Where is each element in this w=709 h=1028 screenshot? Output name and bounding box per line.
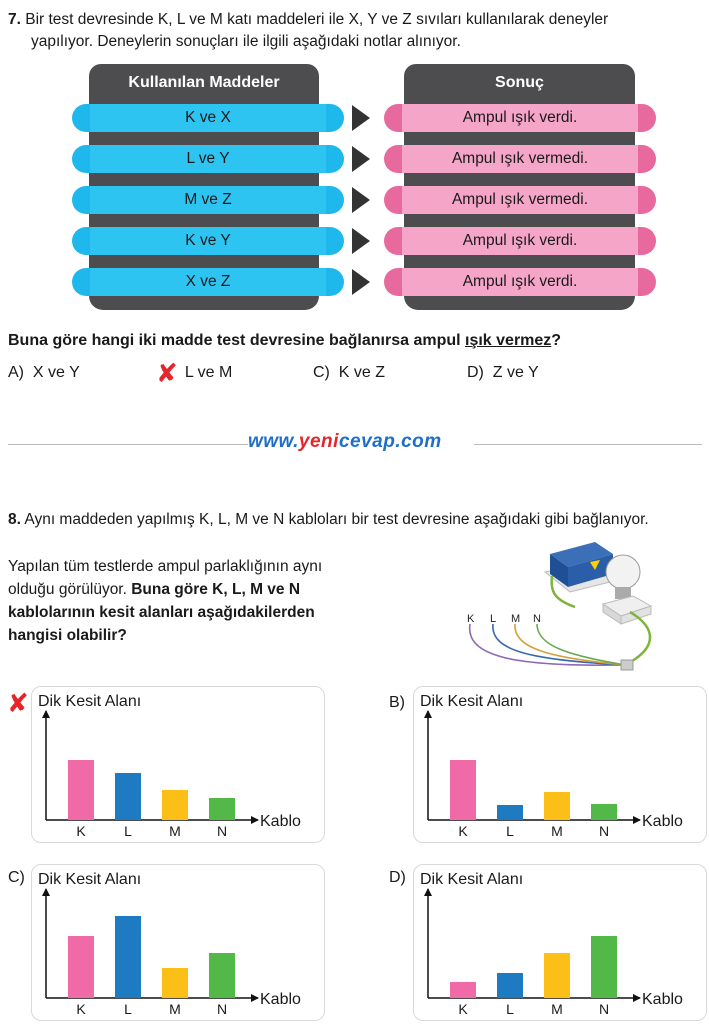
x-axis-arrow-icon	[251, 994, 259, 1002]
q7-question-mark: ?	[551, 332, 562, 349]
material-text: X ve Z	[185, 273, 231, 290]
bar-k	[450, 982, 476, 998]
q8-option-d-label: D)	[389, 869, 406, 886]
bar-k	[450, 760, 476, 820]
x-axis-label: Kablo	[260, 991, 301, 1008]
wire-label-k: K	[467, 613, 475, 625]
x-tick-label: K	[458, 823, 468, 839]
material-text: M ve Z	[184, 191, 232, 208]
watermark-part: cevap	[338, 431, 396, 452]
x-axis-arrow-icon	[633, 994, 641, 1002]
q8-option-c-label: C)	[8, 869, 25, 886]
bar-k	[68, 936, 94, 998]
bar-k	[68, 760, 94, 820]
x-axis-label: Kablo	[260, 813, 301, 830]
q7-number: 7.	[8, 11, 21, 28]
bar-m	[544, 953, 570, 998]
q7-text-line2: yapılıyor. Deneylerin sonuçları ile ilgili aşağıdaki notlar alınıyor.	[31, 33, 461, 50]
option-text: X ve Y	[32, 364, 80, 381]
option-text: Z ve Y	[492, 364, 539, 381]
q8-para-line: kablolarının kesit alanları aşağıdakilerden	[8, 604, 315, 621]
bar-l	[497, 973, 523, 998]
bar-n	[209, 953, 235, 998]
bar-n	[591, 804, 617, 820]
x-tick-label: L	[506, 1001, 514, 1017]
q8-option-b-label: B)	[389, 694, 405, 711]
bar-m	[544, 792, 570, 820]
x-tick-label: L	[506, 823, 514, 839]
q8-para-line: olduğu görülüyor.	[8, 581, 132, 598]
option-text: K ve Z	[338, 364, 386, 381]
q7-question-text: Buna göre hangi iki madde test devresine bağlanırsa ampul	[8, 332, 466, 349]
option-label: C)	[313, 364, 330, 381]
x-tick-label: N	[598, 1001, 610, 1017]
q7-text-line1: Bir test devresinde K, L ve M katı maddeleri ile X, Y ve Z sıvıları kullanılarak deneyler	[25, 11, 609, 28]
watermark-part: .com	[395, 431, 442, 452]
x-tick-label: L	[124, 823, 132, 839]
x-tick-label: M	[169, 1001, 181, 1017]
result-text: Ampul ışık verdi.	[462, 109, 578, 126]
x-tick-label: M	[169, 823, 181, 839]
x-axis-label: Kablo	[642, 991, 683, 1008]
x-tick-label: N	[598, 823, 610, 839]
y-axis-arrow-icon	[42, 710, 50, 718]
option-label: A)	[8, 364, 24, 381]
chart-title: Dik Kesit Alanı	[38, 871, 142, 888]
bar-l	[115, 773, 141, 820]
watermark-part: www.	[248, 431, 299, 452]
result-text: Ampul ışık vermedi.	[451, 191, 589, 208]
x-tick-label: N	[216, 823, 228, 839]
option-text: L ve M	[184, 364, 233, 381]
chart-title: Dik Kesit Alanı	[38, 693, 142, 710]
wire-label-m: M	[511, 613, 521, 625]
q8-para-line: hangisi olabilir?	[8, 627, 127, 644]
bar-n	[209, 798, 235, 820]
wire-label-n: N	[533, 613, 541, 625]
materials-header: Kullanılan Maddeler	[128, 74, 280, 91]
option-label: D)	[467, 364, 484, 381]
wrong-answer-x-icon: ✘	[156, 358, 178, 388]
material-text: K ve X	[185, 109, 231, 126]
bar-m	[162, 968, 188, 998]
q8-text-line1: Aynı maddeden yapılmış K, L, M ve N kabloları bir test devresine aşağıdaki gibi bağlanıyor.	[24, 511, 649, 528]
x-tick-label: M	[551, 1001, 563, 1017]
x-tick-label: M	[551, 823, 563, 839]
x-tick-label: K	[76, 823, 86, 839]
wrong-answer-x-icon: ✘	[7, 688, 29, 718]
y-axis-arrow-icon	[424, 710, 432, 718]
x-tick-label: K	[76, 1001, 86, 1017]
result-header: Sonuç	[495, 74, 544, 91]
q7-question-underlined: ışık vermez	[465, 332, 552, 349]
x-tick-label: L	[124, 1001, 132, 1017]
result-text: Ampul ışık verdi.	[462, 273, 578, 290]
q8-para-bold: Buna göre K, L, M ve N	[131, 581, 301, 598]
x-tick-label: K	[458, 1001, 468, 1017]
bar-l	[497, 805, 523, 820]
bar-n	[591, 936, 617, 998]
y-axis-arrow-icon	[424, 888, 432, 896]
chart-title: Dik Kesit Alanı	[420, 693, 524, 710]
chart-title: Dik Kesit Alanı	[420, 871, 524, 888]
q8-number: 8.	[8, 511, 21, 528]
x-axis-arrow-icon	[633, 816, 641, 824]
watermark-part: yeni	[298, 431, 339, 452]
bar-l	[115, 916, 141, 998]
material-text: L ve Y	[186, 150, 230, 167]
result-text: Ampul ışık verdi.	[462, 232, 578, 249]
x-axis-arrow-icon	[251, 816, 259, 824]
result-text: Ampul ışık vermedi.	[451, 150, 589, 167]
x-axis-label: Kablo	[642, 813, 683, 830]
material-text: K ve Y	[185, 232, 231, 249]
wire-label-l: L	[490, 613, 497, 625]
q8-para-line: Yapılan tüm testlerde ampul parlaklığının aynı	[8, 558, 323, 575]
y-axis-arrow-icon	[42, 888, 50, 896]
bar-m	[162, 790, 188, 820]
x-tick-label: N	[216, 1001, 228, 1017]
